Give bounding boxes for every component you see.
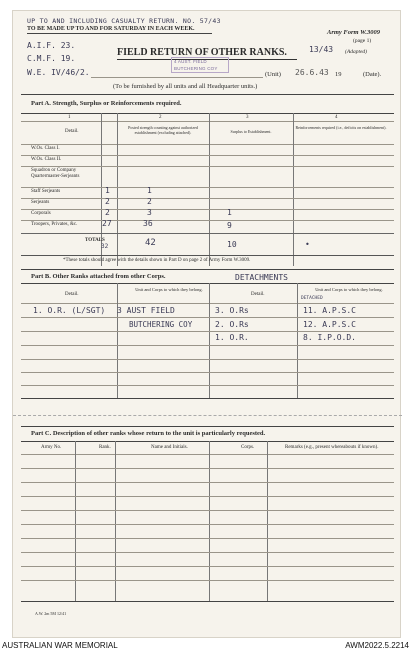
part-b-row-rule (21, 372, 394, 373)
part-a-footnote: *These totals should agree with the details shown in Part D on page 2 of Army Form W.3009. (63, 258, 251, 263)
part-b-table-top (21, 283, 394, 284)
part-b-bottom-rule (21, 398, 394, 399)
unit-stamp (171, 57, 229, 73)
row-label-staff-serjeants: Staff Serjeants (31, 189, 61, 194)
row-label-cqms: Squadron or Company Quartermaster-Serjeants (31, 168, 80, 179)
row-label-wo1: W.Os. Class I. (31, 146, 60, 151)
part-b-detail-header-right: Detail. (251, 292, 265, 297)
part-c-col-divider (115, 441, 116, 601)
part-b-row-rule (21, 359, 394, 360)
row-label-troopers: Troopers, Privates, &c. (31, 222, 78, 227)
aif-code: A.I.F. 23. (27, 41, 76, 50)
part-b-col-divider (209, 283, 210, 398)
part-c-row-rule (21, 510, 394, 511)
row-rule (21, 155, 394, 156)
part-c-row-rule (21, 524, 394, 525)
part-b-detail-header-left: Detail. (65, 292, 79, 297)
part-b-row-rule (21, 331, 394, 332)
part-b-right-detail-3: 1. O.R. (215, 333, 249, 342)
made-up-underline (27, 33, 212, 34)
part-c-col-divider (209, 441, 210, 601)
corporals-posted: 3 (147, 208, 152, 217)
made-up-note: TO BE MADE UP TO AND FOR SATURDAY IN EACH WEEK. (27, 26, 195, 32)
year-prefix: 19 (335, 71, 342, 78)
part-b-row-rule (21, 345, 394, 346)
part-c-row-rule (21, 566, 394, 567)
casualty-return-note: UP TO AND INCLUDING CASUALTY RETURN. NO. 57/43 (27, 17, 221, 25)
unit-stamp-line-2: BUTCHERING COY (174, 66, 218, 71)
part-c-row-rule (21, 552, 394, 553)
corporals-est: 2 (105, 208, 110, 217)
part-a-posted-header: Posted strength counting against authorized establishment (excluding attached). (128, 125, 198, 135)
rank-header: Rank. (99, 445, 111, 450)
totals-bottom-rule (21, 255, 394, 256)
part-a-col-divider (117, 113, 118, 266)
row-rule (21, 166, 394, 167)
part-c-row-rule (21, 580, 394, 581)
row-rule (21, 209, 394, 210)
page-number: (page 1) (353, 38, 372, 44)
date-label: (Date). (363, 71, 382, 78)
row-label-corporals: Corporals (31, 211, 51, 216)
archive-name: AUSTRALIAN WAR MEMORIAL (2, 641, 118, 650)
part-c-col-divider (267, 441, 268, 601)
part-c-col-divider (75, 441, 76, 601)
row-label-wo2: W.Os. Class II. (31, 157, 62, 162)
part-c-row-rule (21, 538, 394, 539)
cmf-code: C.M.F. 19. (27, 54, 76, 63)
part-b-right-unit-3: 8. I.P.O.D. (303, 333, 356, 342)
staff-serjeants-posted: 1 (147, 186, 152, 195)
adapted-note: (Adapted) (345, 49, 367, 55)
return-date-value: 26.6.43 (295, 68, 329, 77)
col-number-3: 3 (246, 115, 249, 120)
perforation-line (13, 415, 402, 416)
staff-serjeants-est: 1 (105, 186, 110, 195)
unit-label: (Unit) (265, 71, 281, 78)
part-b-left-unit-1: 3 AUST FIELD (117, 306, 175, 315)
serjeants-posted: 2 (147, 197, 152, 206)
corps-header: Corps. (241, 445, 255, 450)
name-initials-header: Name and Initials. (151, 445, 188, 450)
totals-posted: 42 (145, 238, 156, 248)
part-c-top-rule (21, 426, 394, 427)
detachments-label: DETACHMENTS (235, 273, 288, 282)
totals-est: 32 (101, 243, 109, 250)
part-c-header-rule (21, 454, 394, 455)
row-rule (21, 187, 394, 188)
part-b-col-divider (297, 283, 298, 398)
part-a-table-top (21, 113, 394, 114)
furnish-note: (To be furnished by all units and all Headquarter units.) (113, 83, 258, 90)
part-c-table-top (21, 441, 394, 442)
print-code: A.W. 2m 5M 12/41 (35, 611, 67, 616)
part-c-row-rule (21, 496, 394, 497)
form-title: FIELD RETURN OF OTHER RANKS. (117, 47, 287, 58)
unit-stamp-line-1: 4 AUST. FIELD (174, 59, 207, 64)
archive-reference: AWM2022.5.2214 (345, 641, 409, 650)
col-number-2: 2 (159, 115, 162, 120)
part-a-detail-header: Detail. (65, 129, 79, 134)
part-b-left-detail-1: 1. O.R. (L/SGT) (33, 306, 106, 315)
army-number-header: Army No. (41, 445, 62, 450)
part-b-top-rule (21, 269, 394, 270)
part-a-number-rule (21, 121, 394, 122)
serjeants-est: 2 (105, 197, 110, 206)
col-number-4: 4 (335, 115, 338, 120)
part-b-right-detail-1: 3. O.Rs (215, 306, 249, 315)
part-a-top-rule (21, 94, 394, 95)
totals-surplus: 10 (227, 240, 237, 249)
part-b-right-unit-1: 11. A.P.S.C (303, 306, 356, 315)
row-rule (21, 233, 394, 234)
col-number-1: 1 (68, 115, 71, 120)
part-b-left-unit-2: BUTCHERING COY (129, 320, 193, 329)
part-b-heading: Part B. Other Ranks attached from other Corps. (31, 273, 166, 280)
part-a-col-divider (293, 113, 294, 266)
part-a-surplus-header: Surplus to Establishment. (230, 129, 272, 134)
troopers-surplus: 9 (227, 221, 232, 230)
unit-line (91, 77, 263, 78)
totals-label: TOTALS (85, 238, 105, 243)
part-b-header-rule (21, 303, 394, 304)
part-b-right-detail-2: 2. O.Rs (215, 320, 249, 329)
field-return-form (12, 10, 401, 638)
part-c-heading: Part C. Description of other ranks whose return to the unit is particularly requested. (31, 430, 266, 437)
part-a-col-divider (209, 113, 210, 266)
part-b-unit-header-left: Unit and Corps to which they belong. (135, 287, 203, 292)
part-a-heading: Part A. Strength, Surplus or Reinforcements required. (31, 100, 182, 107)
army-form-number: Army Form W.3009 (327, 29, 381, 36)
part-a-header-rule (21, 144, 394, 145)
part-b-right-unit-2: 12. A.P.S.C (303, 320, 356, 329)
totals-reinforcements: • (305, 240, 310, 249)
part-a-reinforcements-header: Reinforcements required (i.e., deficits on establishment). (295, 125, 387, 130)
return-number: 13/43 (309, 45, 334, 54)
corporals-surplus: 1 (227, 208, 232, 217)
row-label-serjeants: Serjeants (31, 200, 50, 205)
troopers-est: 27 (102, 219, 112, 228)
part-c-bottom-rule (21, 601, 394, 602)
part-c-row-rule (21, 468, 394, 469)
row-rule (21, 220, 394, 221)
archive-footer (0, 641, 413, 653)
part-b-unit-header-right: Unit and Corps to which they belong. (315, 287, 383, 292)
row-rule (21, 198, 394, 199)
part-b-col-divider (117, 283, 118, 398)
part-b-row-rule (21, 385, 394, 386)
remarks-header: Remarks (e.g., present whereabouts if known). (285, 445, 379, 450)
detached-note: DETACHED (301, 296, 323, 301)
part-c-row-rule (21, 482, 394, 483)
troopers-posted: 36 (143, 219, 153, 228)
we-code: W.E. IV/46/2. (27, 68, 90, 77)
part-b-row-rule (21, 317, 394, 318)
